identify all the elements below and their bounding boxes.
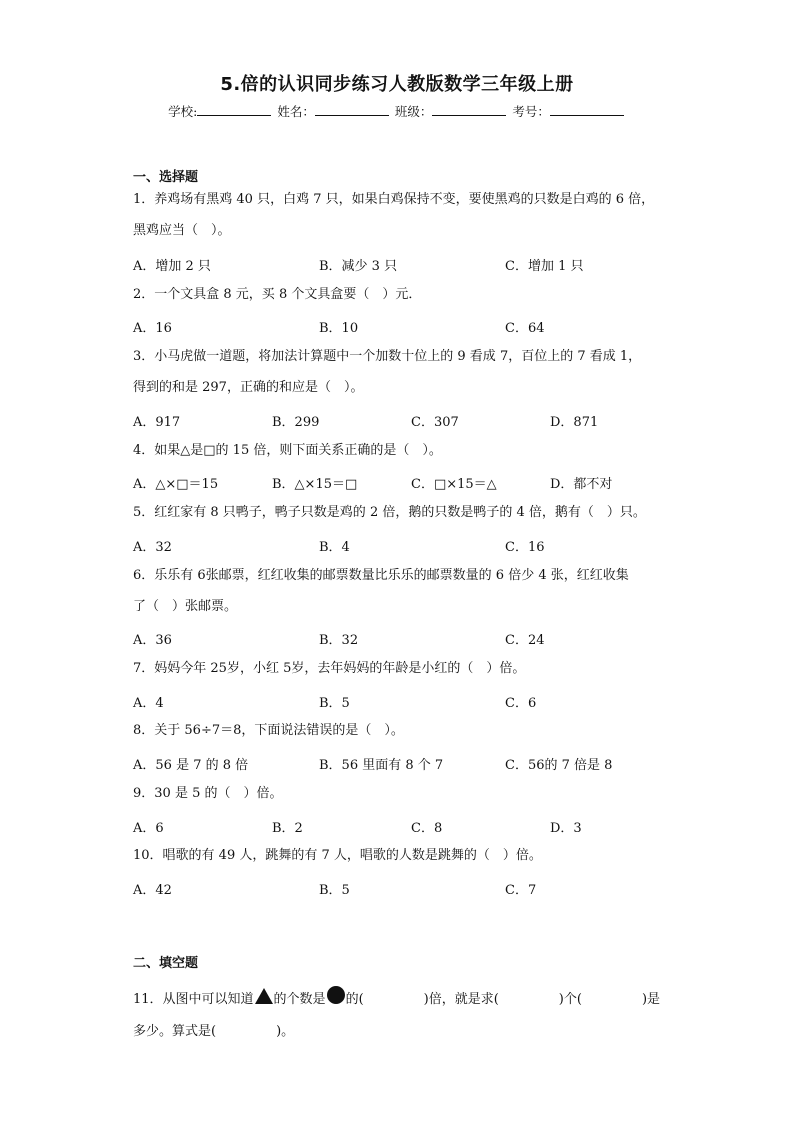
question-line: 黑鸡应当（ ）。	[133, 223, 231, 238]
option-a[interactable]: A．△×□＝15	[133, 477, 219, 492]
option-b[interactable]: B．5	[319, 883, 350, 898]
section-title-fill: 二、填空题	[133, 956, 199, 971]
option-b[interactable]: B．减少 3 只	[319, 259, 398, 274]
question-line: 7．妈妈今年 25岁，小红 5岁，去年妈妈的年龄是小红的（ ）倍。	[133, 661, 526, 676]
q11-text: 的(	[345, 992, 364, 1007]
option-c[interactable]: C．8	[411, 821, 443, 836]
option-b[interactable]: B．56 里面有 8 个 7	[319, 758, 444, 773]
question-line: 9．30 是 5 的（ ）倍。	[133, 786, 283, 801]
question-7-options	[133, 692, 693, 712]
question-11	[133, 984, 693, 1048]
question-line: 10．唱歌的有 49 人，跳舞的有 7 人，唱歌的人数是跳舞的（ ）倍。	[133, 848, 542, 863]
question-4	[133, 435, 673, 466]
exam-number-blank[interactable]	[550, 103, 624, 116]
section-title-choice: 一、选择题	[133, 170, 199, 185]
option-a[interactable]: A．16	[133, 321, 172, 336]
option-c[interactable]: C．7	[505, 883, 537, 898]
question-10	[133, 840, 673, 871]
question-line: 得到的和是 297，正确的和应是（ ）。	[133, 380, 364, 395]
question-line: 6．乐乐有 6张邮票，红红收集的邮票数量比乐乐的邮票数量的 6 倍少 4 张，红红收集	[133, 568, 629, 583]
option-d[interactable]: D．871	[550, 415, 599, 430]
option-c[interactable]: C．307	[411, 415, 459, 430]
question-9-options	[133, 817, 693, 837]
option-b[interactable]: B．△×15＝□	[272, 477, 358, 492]
question-7	[133, 653, 673, 684]
question-line: 4．如果△是□的 15 倍，则下面关系正确的是（ ）。	[133, 443, 442, 458]
question-line	[133, 984, 693, 1016]
question-5-options	[133, 536, 693, 556]
option-a[interactable]: A．增加 2 只	[133, 259, 211, 274]
question-line: 1．养鸡场有黑鸡 40 只，白鸡 7 只，如果白鸡保持不变，要使黑鸡的只数是白鸡的 6 倍，	[133, 192, 655, 207]
q11-text: 11．从图中可以知道	[133, 992, 254, 1007]
option-d[interactable]: D．3	[550, 821, 582, 836]
option-b[interactable]: B．4	[319, 540, 350, 555]
question-2	[133, 279, 673, 310]
question-8-options	[133, 754, 693, 774]
school-label: 学校:	[168, 104, 198, 119]
question-6-options	[133, 629, 693, 649]
option-b[interactable]: B．32	[319, 633, 359, 648]
q11-text: )。	[276, 1024, 295, 1039]
option-c[interactable]: C．6	[505, 696, 537, 711]
option-a[interactable]: A．56 是 7 的 8 倍	[133, 758, 249, 773]
q11-text: )个(	[558, 992, 582, 1007]
question-10-options	[133, 879, 693, 899]
question-5	[133, 497, 673, 528]
option-c[interactable]: C．16	[505, 540, 545, 555]
option-d[interactable]: D．都不对	[550, 477, 613, 492]
question-3-options	[133, 411, 693, 431]
question-line: 5．红红家有 8 只鸭子，鸭子只数是鸡的 2 倍，鹅的只数是鸭子的 4 倍，鹅有（ ）只。	[133, 505, 646, 520]
student-info-line	[0, 102, 794, 120]
option-a[interactable]: A．917	[133, 415, 181, 430]
name-blank[interactable]	[315, 103, 389, 116]
option-c[interactable]: C．增加 1 只	[505, 259, 584, 274]
option-a[interactable]: A．4	[133, 696, 164, 711]
option-a[interactable]: A．6	[133, 821, 164, 836]
option-a[interactable]: A．42	[133, 883, 172, 898]
q11-text: 多少。算式是(	[133, 1024, 217, 1039]
circle-icon	[327, 986, 345, 1004]
option-c[interactable]: C．□×15＝△	[411, 477, 497, 492]
question-1-options	[133, 255, 693, 275]
option-c[interactable]: C．56的 7 倍是 8	[505, 758, 613, 773]
option-b[interactable]: B．5	[319, 696, 350, 711]
triangle-icon	[255, 988, 273, 1004]
option-b[interactable]: B．2	[272, 821, 303, 836]
question-2-options	[133, 317, 693, 337]
q11-text: )是	[641, 992, 661, 1007]
question-9	[133, 778, 673, 809]
option-b[interactable]: B．299	[272, 415, 320, 430]
q11-text: 的个数是	[273, 992, 326, 1007]
question-8	[133, 715, 673, 746]
option-b[interactable]: B．10	[319, 321, 359, 336]
school-blank[interactable]	[197, 103, 271, 116]
page-title: 5.倍的认识同步练习人教版数学三年级上册	[220, 74, 574, 95]
option-c[interactable]: C．64	[505, 321, 545, 336]
name-label: 姓名：	[277, 104, 315, 119]
question-6	[133, 560, 673, 622]
question-line: 了（ ）张邮票。	[133, 599, 238, 614]
question-1	[133, 184, 673, 246]
question-4-options	[133, 473, 693, 493]
q11-text: )倍，就是求(	[423, 992, 499, 1007]
option-a[interactable]: A．32	[133, 540, 172, 555]
class-label: 班级：	[394, 104, 433, 119]
option-a[interactable]: A．36	[133, 633, 172, 648]
question-line: 3．小马虎做一道题，将加法计算题中一个加数十位上的 9 看成 7，百位上的 7 看成 1，	[133, 349, 642, 364]
question-line: 2．一个文具盒 8 元，买 8 个文具盒要（ ）元．	[133, 287, 422, 302]
question-line	[133, 1016, 693, 1048]
question-3	[133, 341, 673, 403]
option-c[interactable]: C．24	[505, 633, 545, 648]
exam-number-label: 考号：	[512, 104, 550, 119]
class-blank[interactable]	[432, 103, 506, 116]
question-line: 8．关于 56÷7＝8，下面说法错误的是（ ）。	[133, 723, 404, 738]
